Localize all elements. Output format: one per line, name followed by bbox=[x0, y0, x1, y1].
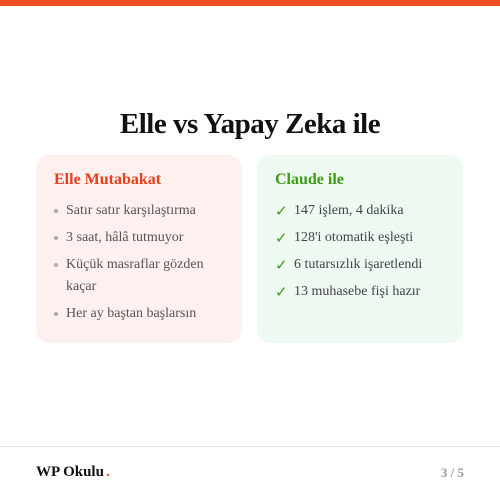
ai-card-heading: Claude ile bbox=[275, 171, 344, 188]
manual-list-item bbox=[54, 200, 226, 222]
ai-list-item-text: 6 tutarsızlık işaretlendi bbox=[294, 257, 423, 272]
manual-list bbox=[54, 200, 226, 325]
ai-list-item bbox=[275, 254, 447, 276]
manual-list-item-text: Her ay baştan başlarsın bbox=[66, 306, 197, 321]
ai-list-item-text: 13 muhasebe fişi hazır bbox=[294, 284, 421, 299]
brand-dot: . bbox=[105, 464, 110, 480]
top-accent-bar bbox=[0, 0, 500, 6]
manual-list-item-text: 3 saat, hâlâ tutmuyor bbox=[66, 230, 184, 245]
ai-list-item-text: 147 işlem, 4 dakika bbox=[294, 203, 404, 218]
ai-list-item bbox=[275, 281, 447, 303]
footer-divider bbox=[0, 446, 500, 447]
ai-list-item-text: 128'i otomatik eşleşti bbox=[294, 230, 414, 245]
ai-list bbox=[275, 200, 447, 303]
check-icon: ✓ bbox=[275, 283, 288, 301]
ai-list-item bbox=[275, 227, 447, 249]
page-indicator: 3 / 5 bbox=[440, 465, 464, 480]
check-icon: ✓ bbox=[275, 202, 288, 220]
manual-list-item bbox=[54, 227, 226, 249]
ai-card bbox=[257, 155, 463, 343]
slide-title: Elle vs Yapay Zeka ile bbox=[119, 108, 381, 140]
check-icon: ✓ bbox=[275, 229, 288, 247]
manual-list-item-text: Küçük masraflar gözden kaçar bbox=[66, 257, 204, 294]
manual-list-item bbox=[54, 254, 226, 298]
bullet-icon bbox=[54, 312, 58, 316]
manual-list-item bbox=[54, 303, 226, 325]
bullet-icon bbox=[54, 209, 58, 213]
manual-card bbox=[36, 155, 242, 343]
manual-card-heading: Elle Mutabakat bbox=[54, 171, 162, 188]
brand-logo bbox=[36, 464, 110, 481]
check-icon: ✓ bbox=[275, 256, 288, 274]
manual-list-item-text: Satır satır karşılaştırma bbox=[66, 203, 196, 218]
bullet-icon bbox=[54, 236, 58, 240]
brand-name: WP Okulu bbox=[36, 464, 104, 480]
bullet-icon bbox=[54, 263, 58, 267]
ai-list-item bbox=[275, 200, 447, 222]
